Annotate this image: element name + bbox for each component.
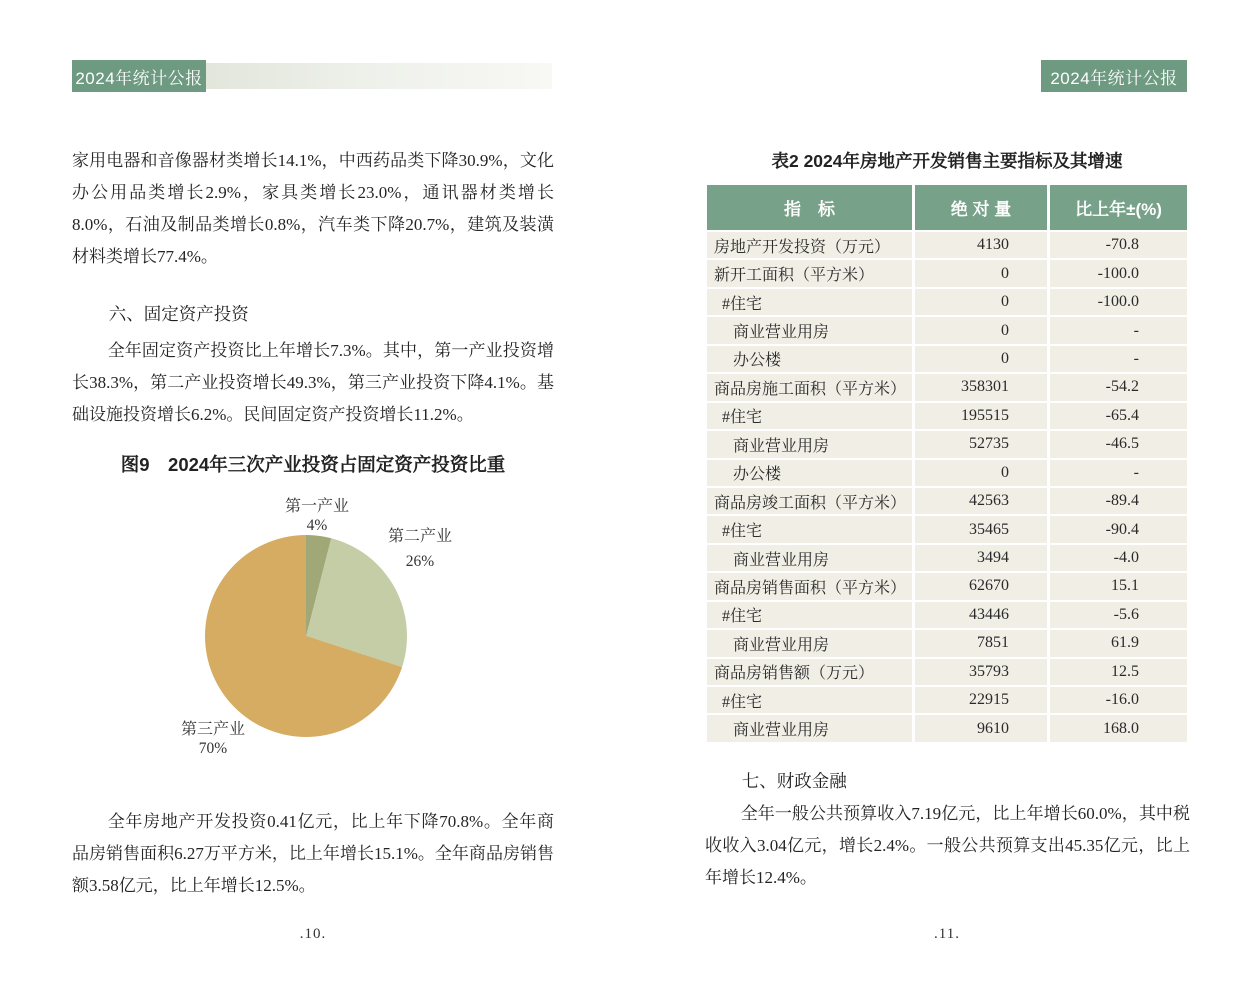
paragraph-finance: 全年一般公共预算收入7.19亿元，比上年增长60.0%，其中税收收入3.04亿元，增长2.4%。一般公共预算支出45.35亿元，比上年增长12.4%。 <box>705 804 1190 887</box>
absolute-value-cell: 195515 <box>912 403 1047 429</box>
indicator-cell: 办公楼 <box>733 466 782 484</box>
table-row <box>707 685 1187 713</box>
change-value-cell: -54.2 <box>1047 374 1187 400</box>
change-value-cell: -4.0 <box>1047 545 1187 571</box>
pie-label-secondary-industry <box>365 527 475 571</box>
table-body <box>707 230 1187 742</box>
change-value-cell: 15.1 <box>1047 573 1187 599</box>
change-value-cell: -16.0 <box>1047 687 1187 713</box>
left-header-badge: 2024年统计公报 <box>72 60 206 92</box>
absolute-value-cell: 35465 <box>912 516 1047 542</box>
absolute-value-cell: 62670 <box>912 573 1047 599</box>
change-value-cell: - <box>1047 460 1187 486</box>
pie-label-tertiary-industry <box>158 720 268 758</box>
table-row <box>707 230 1187 258</box>
table-row <box>707 344 1187 372</box>
change-value-cell: 61.9 <box>1047 630 1187 656</box>
change-value-cell: -70.8 <box>1047 232 1187 258</box>
indicator-cell: #住宅 <box>722 608 763 626</box>
absolute-value-cell: 0 <box>912 289 1047 315</box>
pie-label-name: 第三产业 <box>180 721 245 738</box>
indicator-cell: 商业营业用房 <box>733 551 830 569</box>
indicator-cell: #住宅 <box>722 693 763 711</box>
table-row <box>707 657 1187 685</box>
pie-label-primary-industry <box>262 497 372 535</box>
pie-label-percent: 26% <box>405 553 435 570</box>
absolute-value-cell: 35793 <box>912 659 1047 685</box>
paragraph-realestate: 全年房地产开发投资0.41亿元，比上年下降70.8%。全年商品房销售面积6.27万平方米，比上年增长15.1%。全年商品房销售额3.58亿元，比上年增长12.5%。 <box>72 812 554 895</box>
indicator-cell: 商品房竣工面积（平方米） <box>714 494 907 512</box>
change-value-cell: 168.0 <box>1047 715 1187 741</box>
indicator-cell: 办公楼 <box>733 352 782 370</box>
absolute-value-cell: 42563 <box>912 488 1047 514</box>
right-header-strip <box>707 63 1041 89</box>
absolute-value-cell: 4130 <box>912 232 1047 258</box>
change-value-cell: - <box>1047 317 1187 343</box>
pie-label-name: 第二产业 <box>387 528 452 545</box>
section-heading-fixed-asset-investment: 六、固定资产投资 <box>108 304 249 324</box>
change-value-cell: - <box>1047 346 1187 372</box>
indicator-cell: 商品房销售额（万元） <box>714 665 875 683</box>
indicator-cell: 新开工面积（平方米） <box>714 267 875 285</box>
header-cell-indicator: 指 标 <box>784 200 835 219</box>
absolute-value-cell: 3494 <box>912 545 1047 571</box>
paragraph-retail-categories: 家用电器和音像器材类增长14.1%，中西药品类下降30.9%，文化办公用品类增长2.9%，家具类增长23.0%，通讯器材类增长8.0%，石油及制品类增长0.8%，汽车类下降20.7%，建筑及装潢材料类增长77.4%。 <box>72 151 554 266</box>
indicator-cell: #住宅 <box>722 295 763 313</box>
table-row <box>707 486 1187 514</box>
indicator-cell: 商品房施工面积（平方米） <box>714 380 907 398</box>
table-row <box>707 571 1187 599</box>
change-value-cell: -90.4 <box>1047 516 1187 542</box>
table-row <box>707 600 1187 628</box>
realestate-table <box>707 185 1187 742</box>
table-row <box>707 401 1187 429</box>
indicator-cell: 商业营业用房 <box>733 324 830 342</box>
pie-label-name: 第一产业 <box>284 498 349 515</box>
left-header-strip <box>206 63 552 89</box>
figure9-title: 图9 2024年三次产业投资占固定资产投资比重 <box>120 454 506 475</box>
table-row <box>707 315 1187 343</box>
absolute-value-cell: 0 <box>912 260 1047 286</box>
absolute-value-cell: 0 <box>912 460 1047 486</box>
change-value-cell: -5.6 <box>1047 602 1187 628</box>
table-row <box>707 543 1187 571</box>
absolute-value-cell: 358301 <box>912 374 1047 400</box>
indicator-cell: 商业营业用房 <box>733 437 830 455</box>
table2-title: 表2 2024年房地产开发销售主要指标及其增速 <box>771 151 1123 171</box>
header-cell-absolute: 绝 对 量 <box>912 185 1047 230</box>
indicator-cell: 商业营业用房 <box>733 722 830 740</box>
table-header-row <box>707 185 1187 230</box>
absolute-value-cell: 52735 <box>912 431 1047 457</box>
change-value-cell: -65.4 <box>1047 403 1187 429</box>
table-row <box>707 429 1187 457</box>
header-cell-change: 比上年±(%) <box>1047 185 1187 230</box>
change-value-cell: -46.5 <box>1047 431 1187 457</box>
change-value-cell: -89.4 <box>1047 488 1187 514</box>
indicator-cell: #住宅 <box>722 523 763 541</box>
left-page-number: .10. <box>299 926 327 942</box>
indicator-cell: 商业营业用房 <box>733 636 830 654</box>
change-value-cell: -100.0 <box>1047 289 1187 315</box>
right-page-number: .11. <box>934 926 960 942</box>
table-row <box>707 258 1187 286</box>
change-value-cell: -100.0 <box>1047 260 1187 286</box>
absolute-value-cell: 0 <box>912 317 1047 343</box>
table-row <box>707 287 1187 315</box>
table-row <box>707 713 1187 741</box>
absolute-value-cell: 7851 <box>912 630 1047 656</box>
pie-label-percent: 4% <box>306 517 328 534</box>
absolute-value-cell: 22915 <box>912 687 1047 713</box>
right-header-badge: 2024年统计公报 <box>1041 60 1187 92</box>
absolute-value-cell: 43446 <box>912 602 1047 628</box>
pie-label-percent: 70% <box>198 740 228 757</box>
change-value-cell: 12.5 <box>1047 659 1187 685</box>
paragraph-investment: 全年固定资产投资比上年增长7.3%。其中，第一产业投资增长38.3%，第二产业投资增长49.3%，第三产业投资下降4.1%。基础设施投资增长6.2%。民间固定资产投资增长11.2%。 <box>72 341 554 424</box>
indicator-cell: 房地产开发投资（万元） <box>714 238 891 256</box>
table-row <box>707 458 1187 486</box>
indicator-cell: 商品房销售面积（平方米） <box>714 579 907 597</box>
table-row <box>707 372 1187 400</box>
table-row <box>707 514 1187 542</box>
absolute-value-cell: 9610 <box>912 715 1047 741</box>
absolute-value-cell: 0 <box>912 346 1047 372</box>
indicator-cell: #住宅 <box>722 409 763 427</box>
table-row <box>707 628 1187 656</box>
section-heading-finance: 七、财政金融 <box>741 771 847 791</box>
